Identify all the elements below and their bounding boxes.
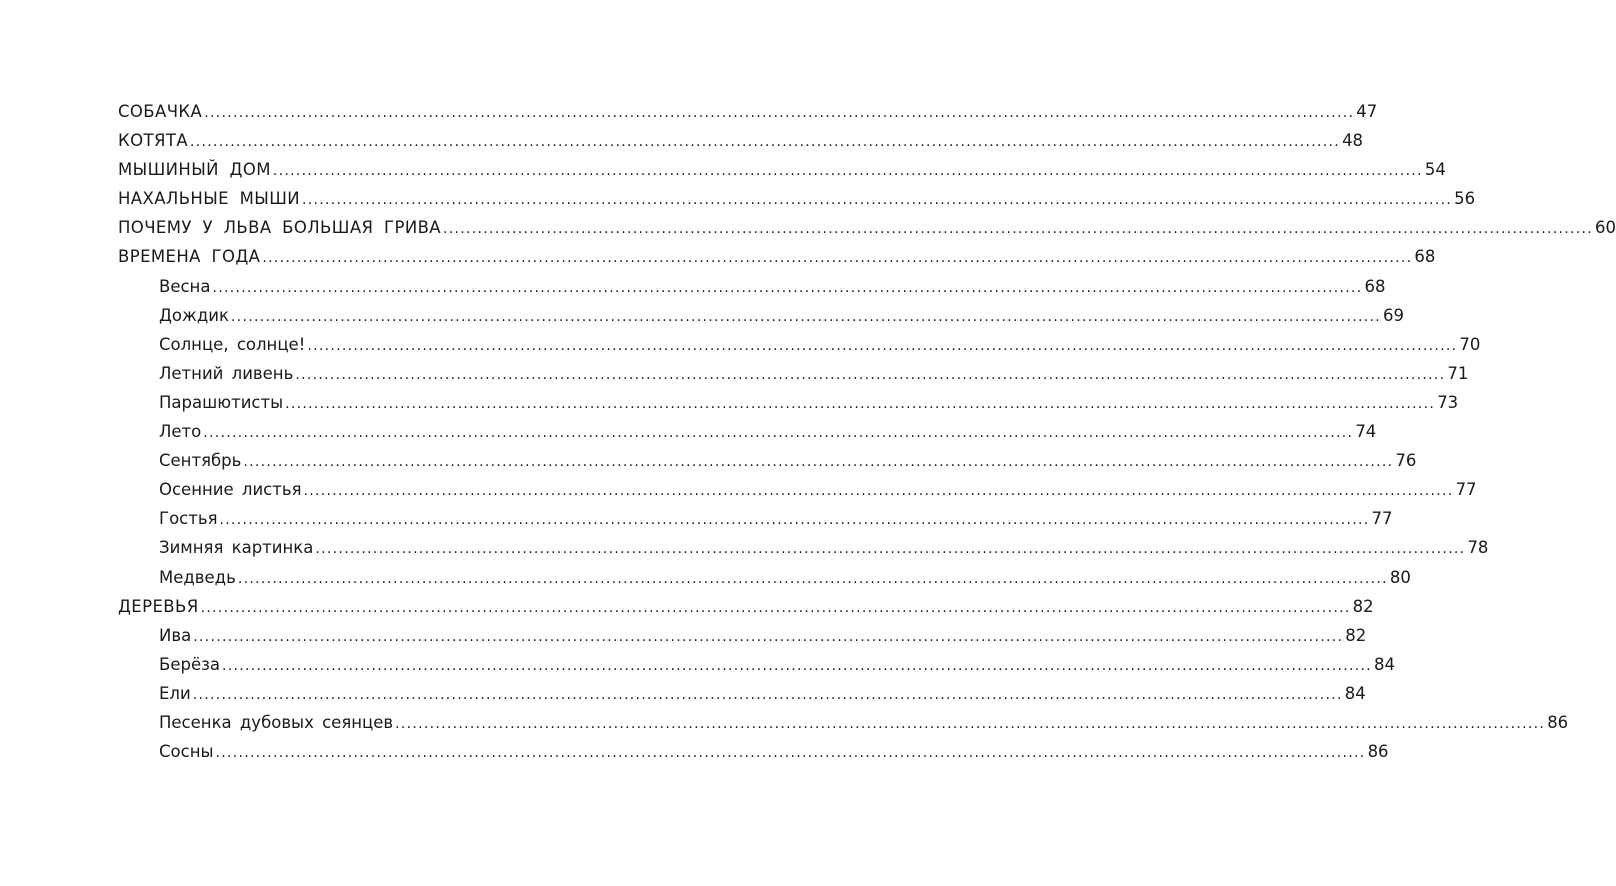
toc-leader-dots: ........................................................................................................................................................................................................ xyxy=(212,279,1363,296)
toc-entry-page: 80 xyxy=(1389,567,1411,587)
toc-leader-dots: ........................................................................................................................................................................................................ xyxy=(303,483,1454,500)
toc-entry-page: 77 xyxy=(1455,480,1477,500)
toc-entry[interactable] xyxy=(118,417,1377,446)
toc-entry[interactable] xyxy=(118,155,1446,184)
toc-entry-title: Дождик xyxy=(159,305,229,325)
toc-leader-dots: ........................................................................................................................................................................................................ xyxy=(272,163,1423,180)
toc-entry-page: 47 xyxy=(1356,102,1378,121)
toc-entry-page: 82 xyxy=(1345,625,1367,645)
toc-leader-dots: ........................................................................................................................................................................................................ xyxy=(204,105,1355,121)
toc-entry-title: Весна xyxy=(159,276,211,296)
toc-leader-dots: ........................................................................................................................................................................................................ xyxy=(219,512,1370,529)
toc-entry-title: Сосны xyxy=(159,742,214,762)
toc-entry[interactable] xyxy=(118,272,1386,301)
toc-entry-page: 86 xyxy=(1367,742,1389,762)
toc-entry[interactable] xyxy=(118,242,1436,271)
toc-entry-page: 68 xyxy=(1414,247,1436,267)
toc-entry-page: 77 xyxy=(1371,509,1393,529)
toc-leader-dots: ........................................................................................................................................................................................................ xyxy=(295,366,1446,383)
toc-entry-title: Солнце, солнце! xyxy=(159,334,306,354)
toc-entry-page: 69 xyxy=(1383,305,1404,325)
toc-entry-title: КОТЯТА xyxy=(118,131,189,151)
toc-leader-dots: ........................................................................................................................................................................................................ xyxy=(237,570,1388,587)
toc-entry-page: 76 xyxy=(1395,451,1417,471)
toc-entry[interactable] xyxy=(118,592,1374,621)
toc-entry-title: ДЕРЕВЬЯ xyxy=(118,596,199,616)
toc-entry[interactable] xyxy=(118,679,1366,708)
toc-entry-title: Парашютисты xyxy=(159,392,284,412)
toc-leader-dots: ........................................................................................................................................................................................................ xyxy=(190,134,1341,151)
toc-leader-dots: ........................................................................................................................................................................................................ xyxy=(221,657,1373,674)
toc-entry-title: Медведь xyxy=(159,567,236,587)
toc-entry-title: Лето xyxy=(159,422,202,442)
toc-entry[interactable] xyxy=(118,504,1393,533)
toc-leader-dots: ........................................................................................................................................................................................................ xyxy=(395,715,1546,732)
toc-entry[interactable] xyxy=(118,213,1616,242)
toc-entry-page: 86 xyxy=(1547,712,1569,732)
toc-entry[interactable] xyxy=(118,563,1411,592)
toc-entry-page: 73 xyxy=(1437,392,1459,412)
toc-entry-title: МЫШИНЫЙ ДОМ xyxy=(118,160,271,180)
toc-entry-page: 54 xyxy=(1424,160,1446,180)
toc-leader-dots: ........................................................................................................................................................................................................ xyxy=(215,745,1366,762)
toc-leader-dots: ........................................................................................................................................................................................................ xyxy=(243,454,1394,471)
toc-entry-title: Осенние листья xyxy=(159,480,302,500)
toc-entry-title: Песенка дубовых сеянцев xyxy=(159,712,394,732)
toc-entry-title: ПОЧЕМУ У ЛЬВА БОЛЬШАЯ ГРИВА xyxy=(118,218,441,238)
toc-entry[interactable] xyxy=(118,359,1469,388)
toc-leader-dots: ........................................................................................................................................................................................................ xyxy=(285,395,1436,412)
toc-entry-title: Летний ливень xyxy=(159,363,294,383)
table-of-contents xyxy=(118,97,1616,766)
toc-entry-page: 56 xyxy=(1454,189,1476,209)
toc-entry[interactable] xyxy=(118,446,1417,475)
toc-entry-page: 48 xyxy=(1342,131,1364,151)
toc-leader-dots: ........................................................................................................................................................................................................ xyxy=(203,425,1354,442)
toc-leader-dots: ........................................................................................................................................................................................................ xyxy=(230,308,1381,325)
toc-leader-dots: ........................................................................................................................................................................................................ xyxy=(307,337,1458,354)
toc-entry-page: 82 xyxy=(1352,596,1374,616)
toc-entry[interactable] xyxy=(118,388,1459,417)
toc-entry[interactable] xyxy=(118,330,1481,359)
toc-entry-page: 74 xyxy=(1355,422,1377,442)
toc-entry[interactable] xyxy=(118,97,1378,126)
toc-entry[interactable] xyxy=(118,621,1367,650)
toc-leader-dots: ........................................................................................................................................................................................................ xyxy=(193,628,1344,645)
toc-entry-page: 60 xyxy=(1595,218,1616,238)
toc-leader-dots: ........................................................................................................................................................................................................ xyxy=(262,250,1413,267)
toc-leader-dots: ........................................................................................................................................................................................................ xyxy=(315,541,1466,558)
toc-entry[interactable] xyxy=(118,650,1396,679)
toc-entry-title: Ива xyxy=(159,625,192,645)
toc-entry-title: Зимняя картинка xyxy=(159,538,314,558)
toc-entry-page: 84 xyxy=(1344,683,1366,703)
toc-entry[interactable] xyxy=(118,184,1476,213)
toc-entry-page: 68 xyxy=(1364,276,1386,296)
toc-entry[interactable] xyxy=(118,533,1489,562)
toc-entry-title: Ели xyxy=(159,683,191,703)
toc-entry-title: Гостья xyxy=(159,509,218,529)
toc-entry-title: ВРЕМЕНА ГОДА xyxy=(118,247,261,267)
toc-entry[interactable] xyxy=(118,126,1364,155)
toc-entry-title: Берёза xyxy=(159,654,220,674)
toc-entry-title: НАХАЛЬНЫЕ МЫШИ xyxy=(118,189,301,209)
toc-entry-title: Сентябрь xyxy=(159,451,242,471)
toc-entry-page: 78 xyxy=(1467,538,1489,558)
toc-entry[interactable] xyxy=(118,475,1477,504)
toc-entry-title: СОБАЧКА xyxy=(118,102,203,121)
toc-leader-dots: ........................................................................................................................................................................................................ xyxy=(200,599,1351,616)
toc-entry[interactable] xyxy=(118,708,1569,737)
toc-leader-dots: ........................................................................................................................................................................................................ xyxy=(302,192,1453,209)
toc-entry-page: 70 xyxy=(1459,334,1481,354)
toc-leader-dots: ........................................................................................................................................................................................................ xyxy=(192,686,1343,703)
toc-entry-page: 71 xyxy=(1447,363,1469,383)
toc-entry[interactable] xyxy=(118,737,1389,766)
toc-entry-page: 84 xyxy=(1374,654,1396,674)
toc-leader-dots: ........................................................................................................................................................................................................ xyxy=(442,221,1594,238)
toc-entry[interactable] xyxy=(118,301,1404,330)
